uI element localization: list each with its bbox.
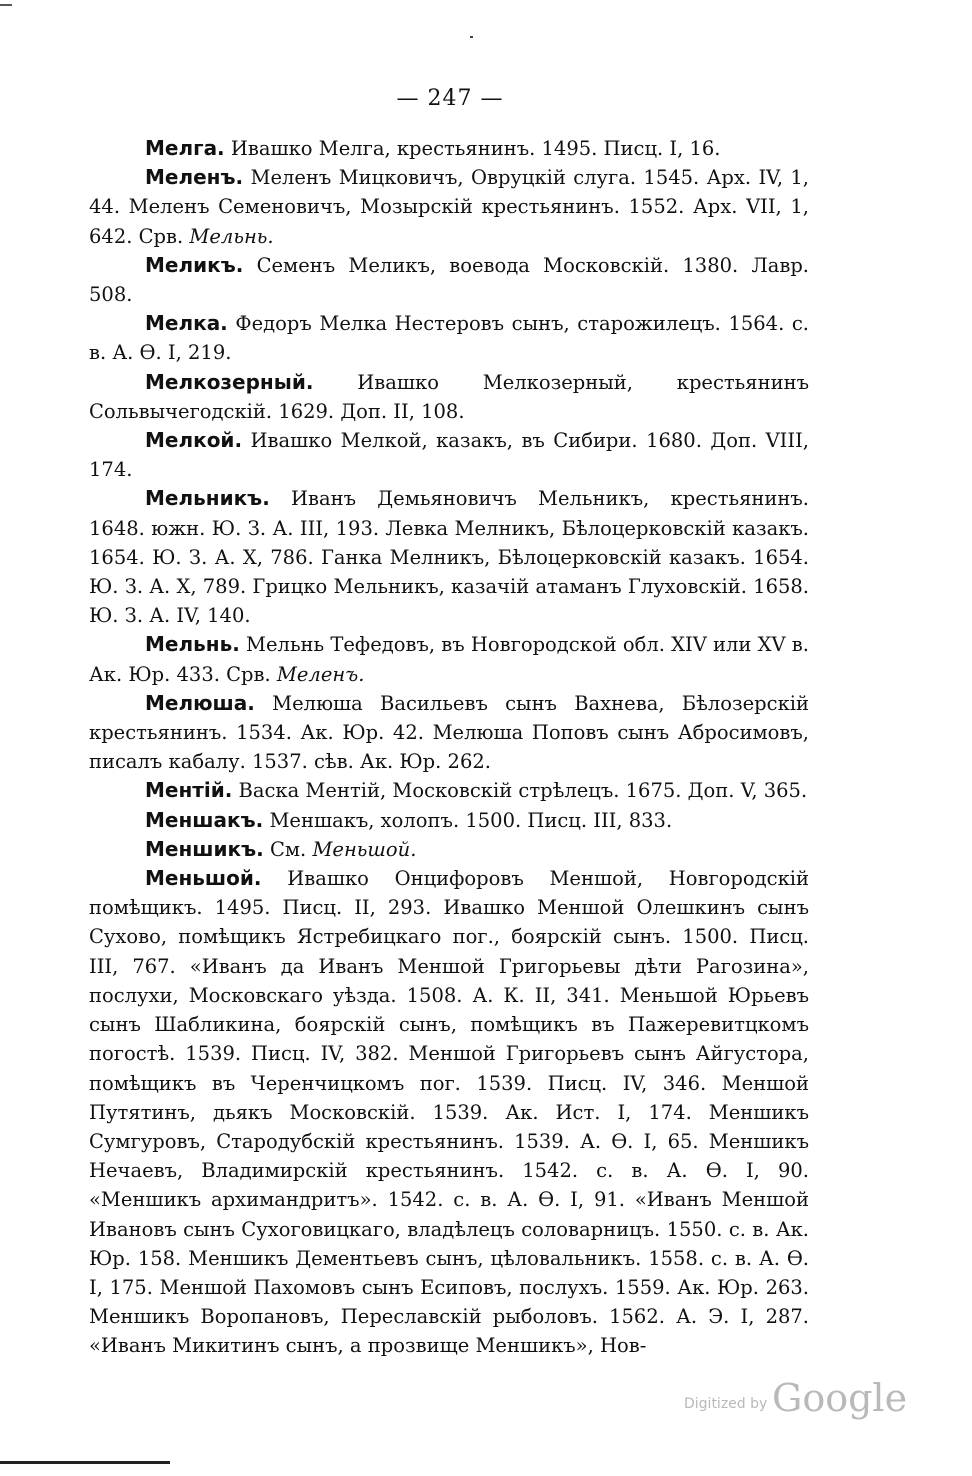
entry-cross-reference: Меленъ. xyxy=(276,662,365,686)
entry-headword: Мельникъ. xyxy=(145,486,270,511)
entry-headword: Меленъ. xyxy=(145,165,244,190)
entry-text: Мельнь Тефедовъ, въ Новгородской обл. XIV или XV в. Ак. Юр. 433. Срв. xyxy=(89,633,809,686)
entry-text: Семенъ Меликъ, воевода Московскій. 1380. Лавр. 508. xyxy=(89,253,810,307)
page-number: — 247 — xyxy=(396,86,504,111)
entry-text: Ивашко Мелкой, казакъ, въ Сибири. 1680. Доп. VIII, 174. xyxy=(89,429,809,482)
entry-text: Ивашко Онцифоровъ Меншой, Новгородскій помѣщикъ. 1495. Писц. II, 293. Ивашко Меншой Олешкинъ сынъ Сухово, помѣщикъ Ястребицкаго пог., боярскій сынъ. 1500. Писц. III, 767. «Иванъ да Иванъ Меншой Григорьевы дѣти Рагозина», послухи, Московскаго уѣзда. 1508. А. К. II, 341. Меньшой Юрьевъ сынъ Шабликина, боярскій сынъ, помѣщикъ въ Пажеревитцкомъ погостѣ. 1539. Писц. IV, 382. Меншой Григорьевъ сынъ Айгустора, помѣщикъ въ Черенчицкомъ пог. 1539. Писц. IV, 346. Меншой Путятинъ, дьякъ Московскій. 1539. Ак. Ист. I, 174. Меншикъ Сумгуровъ, Стародубскій крестьянинъ. 1539. А. Ѳ. I, 65. Меншикъ Нечаевъ, Владимирскій крестьянинъ. 1542. с. в. А. Ѳ. I, 90. «Меншикъ архимандритъ». 1542. с. в. А. Ѳ. I, 91. «Иванъ Меншой Ивановъ сынъ Сухоговицкаго, владѣлецъ соловарницъ. 1550. с. в. Ак. Юр. 158. Меншикъ Дементьевъ сынъ, цѣловальникъ. 1558. с. в. А. Ѳ. I, 175. Меншой Пахомовъ сынъ Есиповъ, послухъ. 1559. Ак. Юр. 263. Меншикъ Воропановъ, Переславскій рыболовъ. 1562. А. Э. I, 287. «Иванъ Микитинъ сынъ, а прозвище Меншикъ», Нов- xyxy=(89,867,809,1358)
entry-text: Федоръ Мелка Нестеровъ сынъ, старожилецъ. 1564. с. в. А. Ѳ. I, 219. xyxy=(89,312,810,365)
entry-text: Ивашко Мелга, крестьянинъ. 1495. Писц. I, 16. xyxy=(230,137,721,160)
dictionary-entry xyxy=(89,163,809,251)
entry-text: Васка Ментій, Московскій стрѣлецъ. 1675. Доп. V, 365. xyxy=(238,779,808,803)
bottom-rule xyxy=(0,1461,170,1464)
dictionary-entry xyxy=(89,776,809,805)
entry-headword: Меликъ. xyxy=(145,252,244,277)
dictionary-entry xyxy=(89,835,809,864)
entry-headword: Мелюша. xyxy=(145,690,255,715)
entry-text: Мелюша Васильевъ сынъ Вахнева, Бѣлозерскій крестьянинъ. 1534. Ак. Юр. 42. Мелюша Поповъ сынъ Абросимовъ, писалъ кабалу. 1537. сѣв. Ак. Юр. 262. xyxy=(89,691,809,774)
digitization-watermark xyxy=(684,1376,908,1430)
entry-headword: Мелга. xyxy=(145,136,225,160)
watermark-prefix: Digitized by xyxy=(684,1396,768,1412)
dictionary-entry xyxy=(89,426,809,484)
dictionary-entries xyxy=(89,134,809,1361)
dictionary-entry xyxy=(89,484,809,630)
dictionary-entry xyxy=(89,251,809,309)
dictionary-entry xyxy=(89,309,809,367)
scan-edge-mark xyxy=(0,4,12,6)
entry-headword: Ментій. xyxy=(145,778,233,803)
dictionary-entry xyxy=(89,630,809,688)
entry-text: Ивашко Мелкозерный, крестьянинъ Сольвычегодскій. 1629. Доп. II, 108. xyxy=(89,370,809,423)
entry-headword: Меншакъ. xyxy=(145,807,264,832)
entry-cross-reference: Мельнь. xyxy=(189,224,274,248)
dictionary-entry xyxy=(89,864,809,1360)
entry-headword: Мелка. xyxy=(145,311,228,336)
watermark-brand: Google xyxy=(772,1376,908,1420)
entry-headword: Мельнь. xyxy=(145,632,240,657)
entry-cross-reference: Меньшой. xyxy=(312,837,417,861)
entry-text: Меншакъ, холопъ. 1500. Писц. III, 833. xyxy=(269,808,673,832)
entry-headword: Меньшой. xyxy=(145,866,262,891)
entry-text: Меленъ Мицковичъ, Овруцкій слуга. 1545. Арх. IV, 1, 44. Меленъ Семеновичъ, Мозырскій крестьянинъ. 1552. Арх. VII, 1, 642. Срв. xyxy=(89,166,809,248)
entry-text: См. xyxy=(269,837,313,861)
entry-text: Иванъ Демьяновичъ Мельникъ, крестьянинъ. 1648. южн. Ю. З. А. III, 193. Левка Мелникъ, Бѣлоцерковскій казакъ. 1654. Ю. З. А. X, 786. Ганка Мелникъ, Бѣлоцерковскій казакъ. 1654. Ю. З. А. X, 789. Грицко Мельникъ, казачій атаманъ Глуховскій. 1658. Ю. З. А. IV, 140. xyxy=(89,487,810,628)
dictionary-entry xyxy=(89,689,809,777)
entry-headword: Мелкой. xyxy=(145,428,243,453)
dictionary-entry xyxy=(89,134,809,163)
dictionary-entry xyxy=(89,806,809,835)
entry-headword: Меншикъ. xyxy=(145,836,264,861)
dictionary-entry xyxy=(89,368,809,426)
scan-speck xyxy=(470,36,473,38)
entry-headword: Мелкозерный. xyxy=(145,369,314,394)
